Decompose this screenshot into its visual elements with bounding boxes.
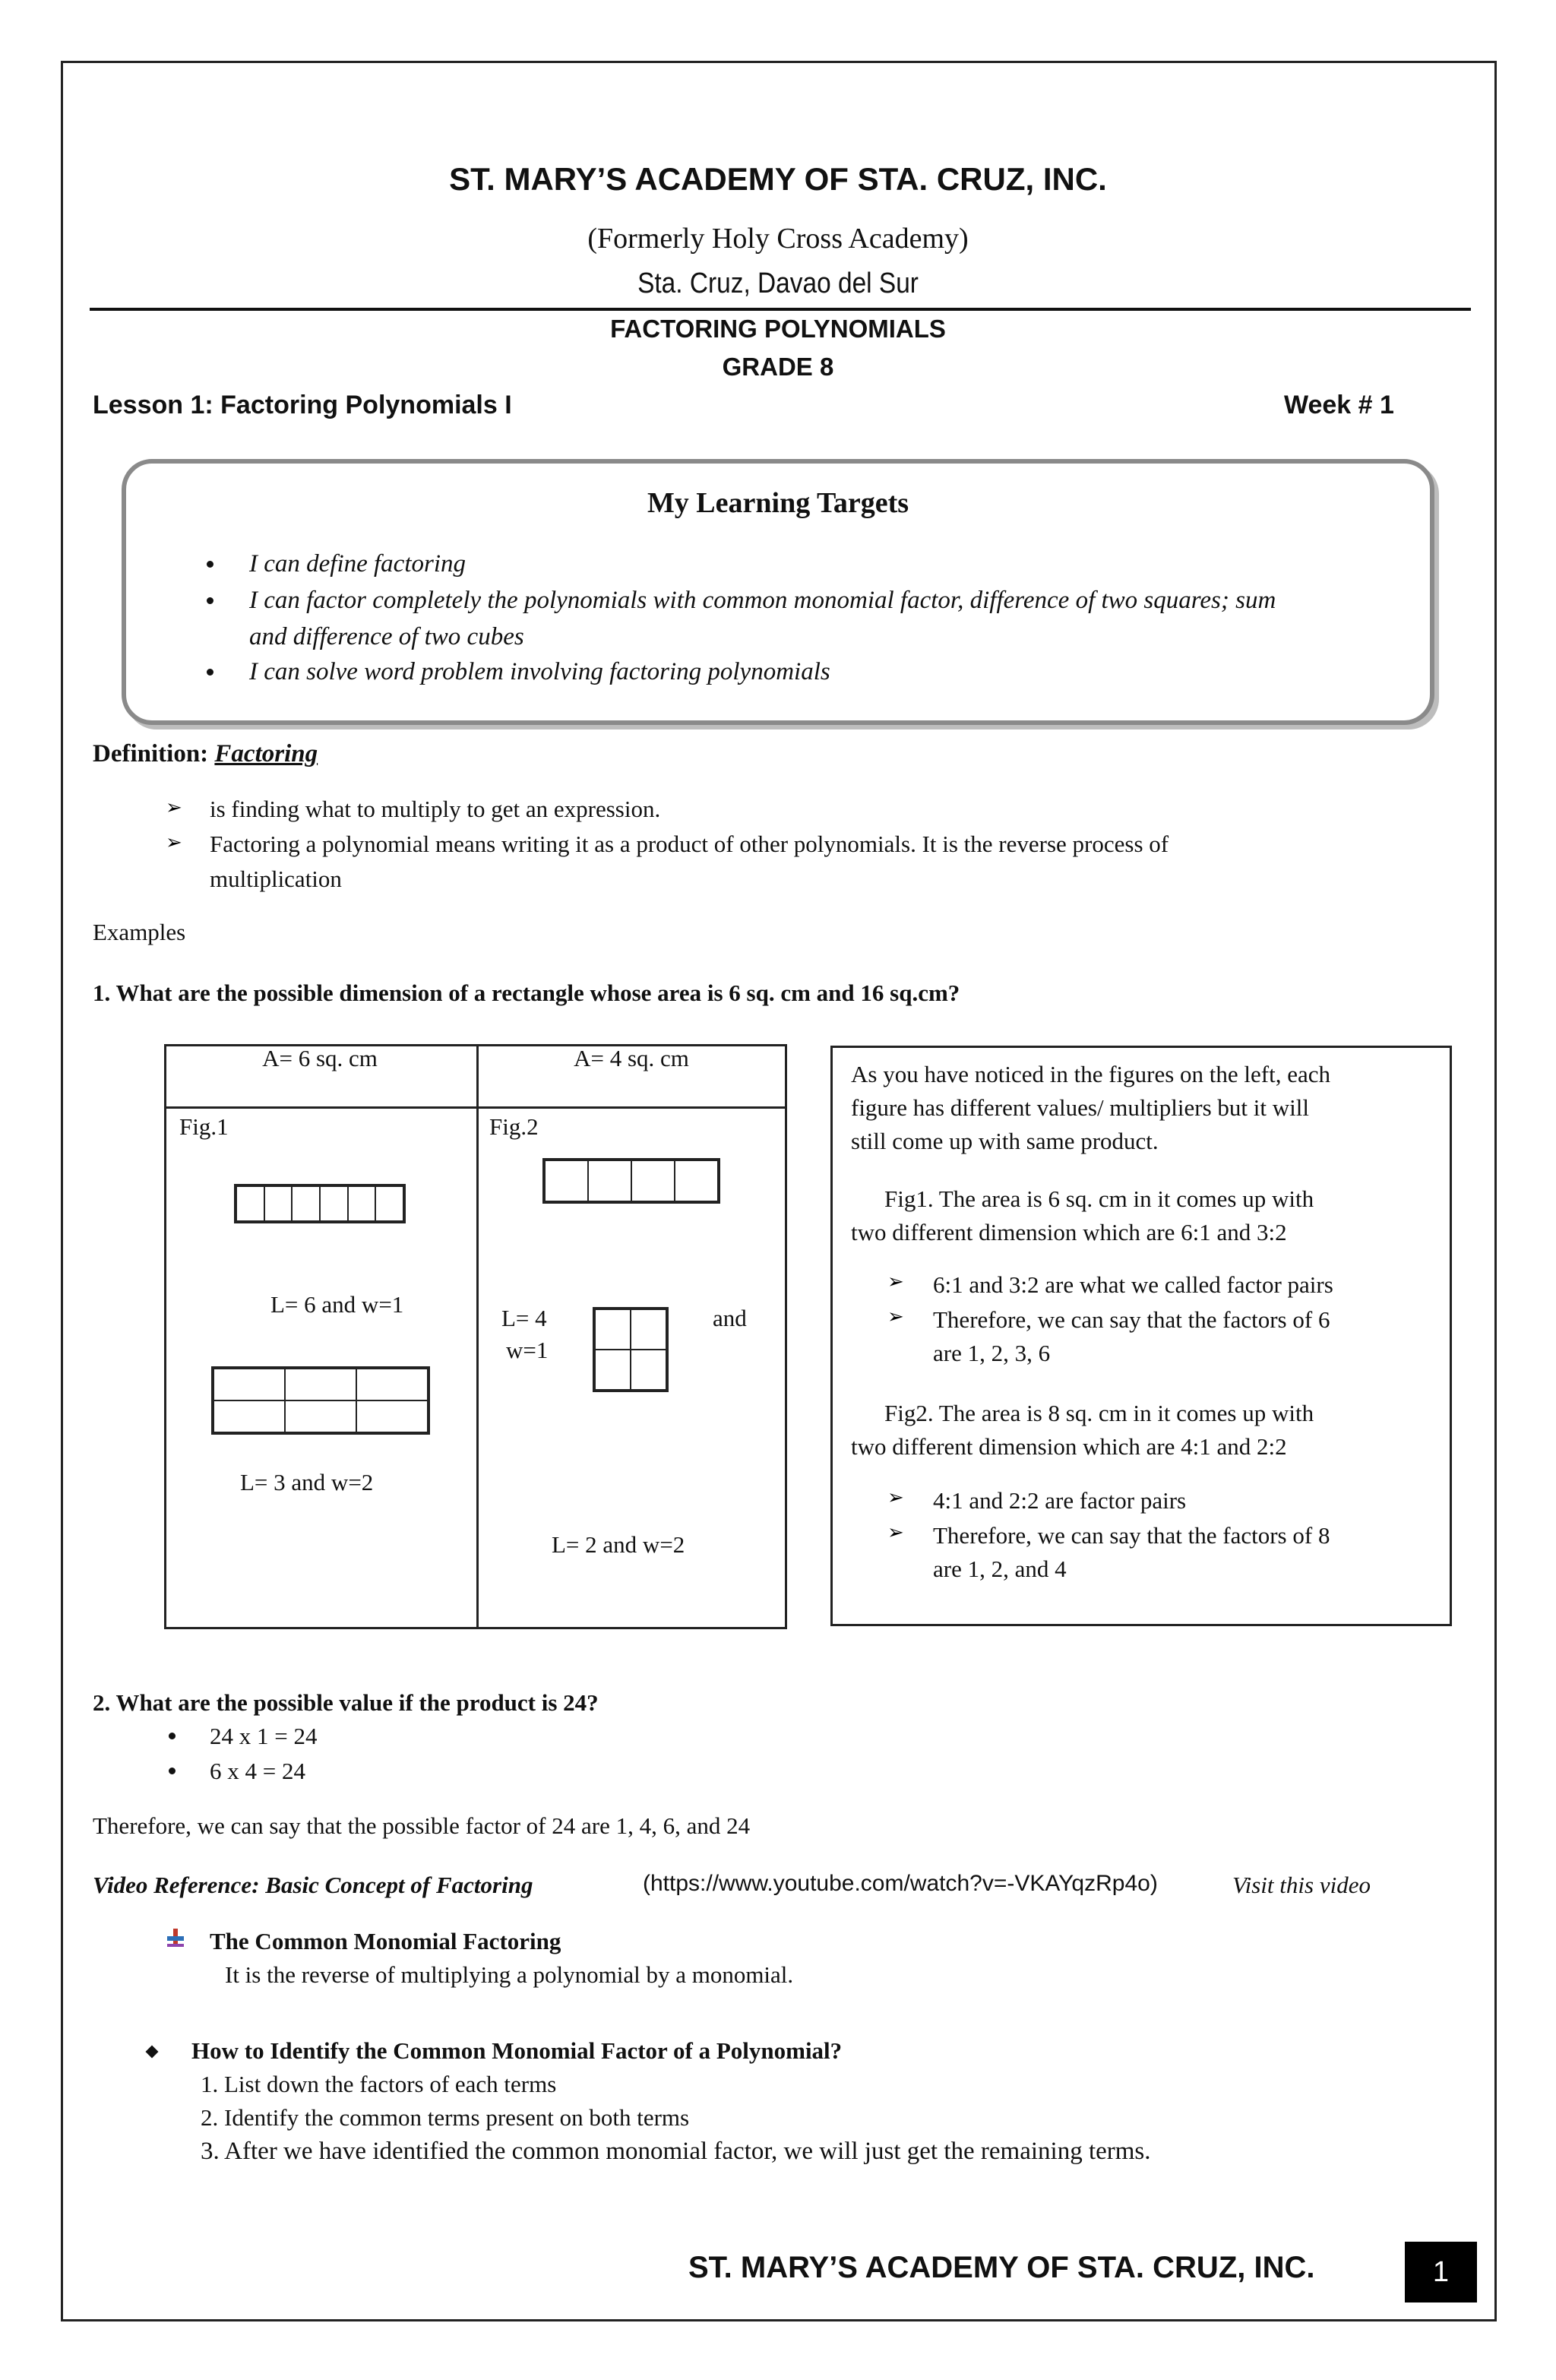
fig1-label: Fig.1 [179,1113,229,1140]
fig1-point: Therefore, we can say that the factors of 6 [933,1306,1330,1333]
bullet-icon [169,1768,176,1774]
q2-conclusion: Therefore, we can say that the possible factor of 24 are 1, 4, 6, and 24 [93,1812,751,1839]
fig1-point: 6:1 and 3:2 are what we called factor pairs [933,1271,1333,1298]
target-item-continued: and difference of two cubes [249,623,524,650]
learning-targets-title: My Learning Targets [647,487,909,519]
bullet-icon [207,597,213,604]
notes-intro: As you have noticed in the figures on the left, each figure has different values/ multipliers but it will still come up with same product. [851,1061,1330,1154]
arrow-bullet-icon: ➢ [166,831,182,854]
fig1-dimension-b: L= 3 and w=2 [240,1469,374,1495]
grade-label: GRADE 8 [722,353,834,381]
fig2-explanation: Fig2. The area is 8 sq. cm in it comes up with two different dimension which are 4:1 and 2:2 [851,1400,1314,1460]
week-label: Week # 1 [1284,391,1394,419]
fig1-explanation: Fig1. The area is 6 sq. cm in it comes up with two different dimension which are 6:1 and 3:2 [851,1185,1314,1245]
header-divider [90,308,1471,311]
bullet-icon [207,561,213,568]
fig1-6x1-grid [234,1184,406,1223]
page-number: 1 [1405,2242,1477,2302]
definition-term: Factoring [214,740,318,767]
definition-label: Definition: Factoring [93,740,318,767]
cmf-step: 1. List down the factors of each terms [201,2071,557,2097]
figure-table [164,1044,787,1629]
q2-item: 24 x 1 = 24 [210,1723,318,1749]
bullet-icon [207,669,213,676]
fig2-point: Therefore, we can say that the factors of 8 [933,1522,1330,1549]
definition-point: Factoring a polynomial means writing it as a product of other polynomials. It is the reverse process of [210,831,1169,857]
school-address: Sta. Cruz, Davao del Sur [637,267,919,299]
cmf-how-title: How to Identify the Common Monomial Factor of a Polynomial? [191,2037,843,2064]
target-item: I can solve word problem involving factoring polynomials [249,658,830,685]
fig2-dimension-a-width: w=1 [506,1337,549,1363]
col1-header: A= 6 sq. cm [262,1045,378,1071]
definition-point: is finding what to multiply to get an expression. [210,796,661,822]
fig2-point-continued: are 1, 2, and 4 [933,1556,1067,1582]
cmf-step: 2. Identify the common terms present on both terms [201,2104,690,2131]
subject-title: FACTORING POLYNOMIALS [610,315,946,343]
arrow-bullet-icon: ➢ [166,796,182,819]
col2-header: A= 4 sq. cm [574,1045,689,1071]
footer-school-name: ST. MARY’S ACADEMY OF STA. CRUZ, INC. [688,2251,1315,2284]
lesson-title: Lesson 1: Factoring Polynomials I [93,391,512,419]
q2-item: 6 x 4 = 24 [210,1758,305,1784]
fig1-dimension-a: L= 6 and w=1 [270,1291,404,1318]
arrow-bullet-icon: ➢ [887,1486,904,1509]
fig2-2x2-grid [593,1307,669,1392]
definition-point-continued: multiplication [210,866,342,892]
fig2-point: 4:1 and 2:2 are factor pairs [933,1487,1187,1514]
cmf-step: 3. After we have identified the common monomial factor, we will just get the remaining terms. [201,2138,1151,2165]
arrow-bullet-icon: ➢ [887,1521,904,1544]
fig2-dimension-b: L= 2 and w=2 [552,1531,685,1558]
fig1-3x2-grid [211,1366,430,1435]
cmf-title: The Common Monomial Factoring [210,1928,561,1954]
arrow-bullet-icon: ➢ [887,1306,904,1328]
video-link[interactable]: (https://www.youtube.com/watch?v=-VKAYqzRp4o) [643,1871,1158,1896]
examples-heading: Examples [93,919,186,945]
school-name: ST. MARY’S ACADEMY OF STA. CRUZ, INC. [449,161,1107,197]
question-2: 2. What are the possible value if the product is 24? [93,1689,599,1716]
video-note: Visit this video [1232,1872,1371,1898]
fig1-point-continued: are 1, 2, 3, 6 [933,1340,1051,1366]
fig2-label: Fig.2 [489,1113,539,1140]
fig2-and-label: and [713,1305,747,1331]
former-name: (Formerly Holy Cross Academy) [587,223,969,255]
target-item: I can define factoring [249,550,466,578]
fig2-4x1-grid [542,1158,720,1204]
video-reference-label: Video Reference: Basic Concept of Factoring [93,1872,533,1898]
arrow-bullet-icon: ➢ [887,1271,904,1293]
bullet-icon [169,1733,176,1739]
target-item: I can factor completely the polynomials with common monomial factor, difference of two squares; sum [249,587,1276,614]
cmf-description: It is the reverse of multiplying a polynomial by a monomial. [225,1961,794,1988]
question-1: 1. What are the possible dimension of a rectangle whose area is 6 sq. cm and 16 sq.cm? [93,980,960,1006]
fig2-dimension-a-length: L= 4 [501,1305,547,1331]
section-marker-icon [166,1927,188,1950]
